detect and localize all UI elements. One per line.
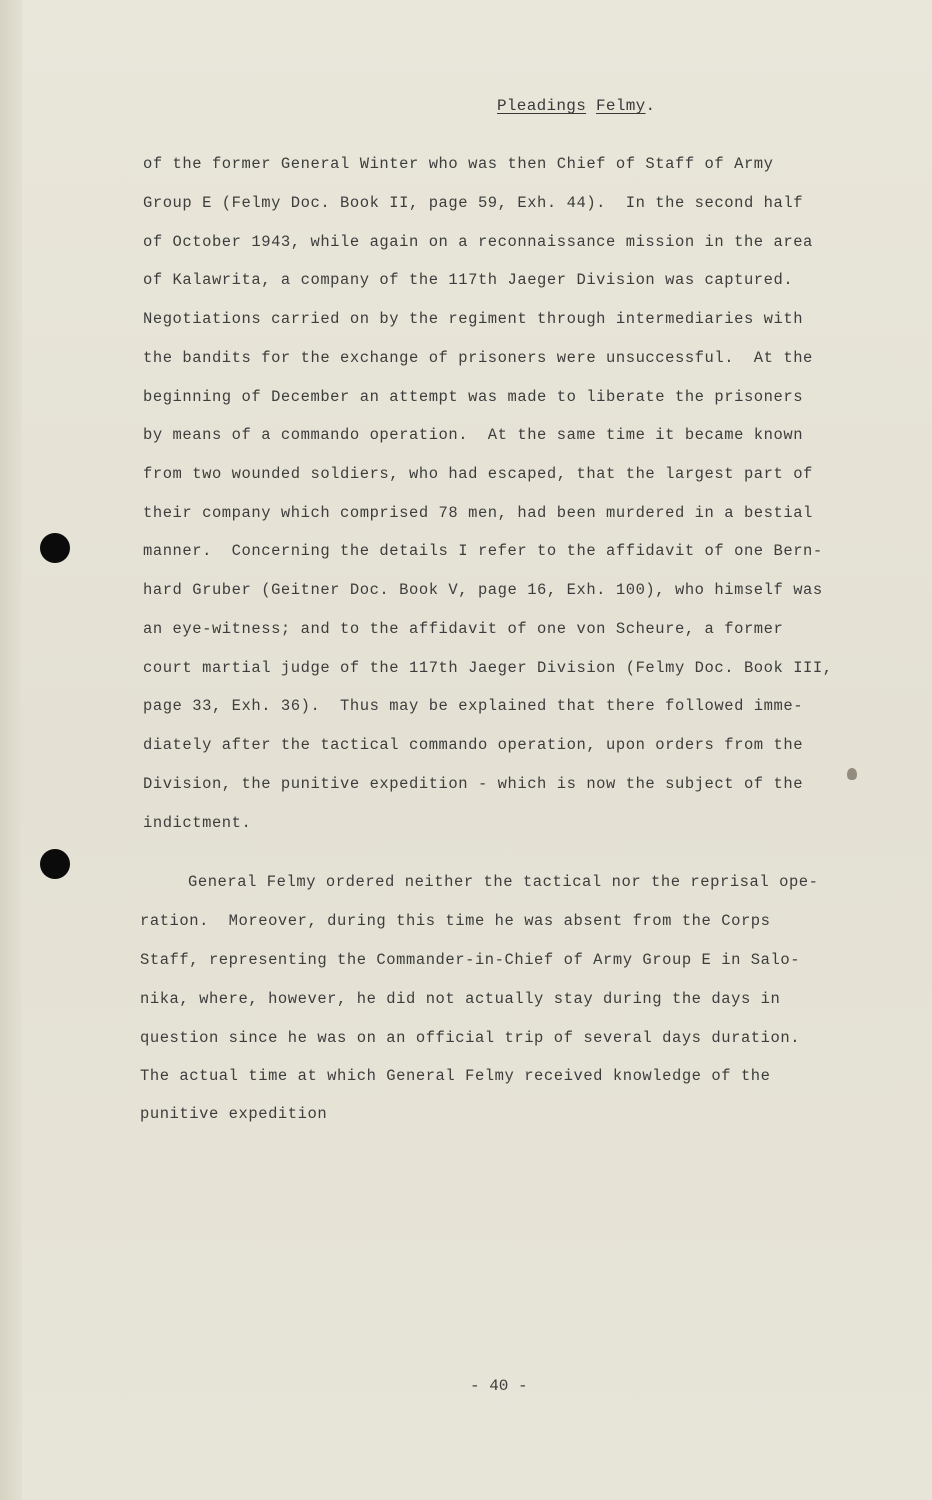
text-line: hard Gruber (Geitner Doc. Book V, page 16, Exh. 100), who himself was <box>143 581 823 599</box>
text-line: page 33, Exh. 36). Thus may be explained that there followed imme- <box>143 697 804 715</box>
text-line: manner. Concerning the details I refer to the affidavit of one Bern- <box>143 542 823 560</box>
header-title-word2: Felmy <box>596 97 646 115</box>
text-line: Group E (Felmy Doc. Book II, page 59, Exh. 44). In the second half <box>143 194 804 212</box>
text-line: Division, the punitive expedition - which is now the subject of the <box>143 775 804 793</box>
text-line: Staff, representing the Commander-in-Chief of Army Group E in Salo- <box>140 951 801 969</box>
text-line: of Kalawrita, a company of the 117th Jaeger Division was captured. <box>143 271 794 289</box>
text-line: General Felmy ordered neither the tactical nor the reprisal ope- <box>188 873 819 891</box>
text-line: indictment. <box>143 814 252 832</box>
ink-smudge <box>847 768 857 780</box>
text-line: beginning of December an attempt was made to liberate the prisoners <box>143 388 804 406</box>
text-line: by means of a commando operation. At the same time it became known <box>143 426 804 444</box>
text-line: their company which comprised 78 men, had been murdered in a bestial <box>143 504 813 522</box>
text-line: The actual time at which General Felmy received knowledge of the <box>140 1067 771 1085</box>
text-line: of October 1943, while again on a reconnaissance mission in the area <box>143 233 813 251</box>
punch-hole <box>40 849 70 879</box>
page-edge-shadow <box>0 0 22 1500</box>
text-line: Negotiations carried on by the regiment through intermediaries with <box>143 310 804 328</box>
text-line: of the former General Winter who was then Chief of Staff of Army <box>143 155 774 173</box>
text-line: court martial judge of the 117th Jaeger Division (Felmy Doc. Book III, <box>143 659 833 677</box>
text-line: question since he was on an official trip of several days duration. <box>140 1029 801 1047</box>
text-line: diately after the tactical commando operation, upon orders from the <box>143 736 804 754</box>
header-title-period: . <box>645 97 656 115</box>
text-line: nika, where, however, he did not actually stay during the days in <box>140 990 781 1008</box>
text-line: from two wounded soldiers, who had escaped, that the largest part of <box>143 465 813 483</box>
page-header <box>497 97 655 115</box>
text-line: ration. Moreover, during this time he was absent from the Corps <box>140 912 771 930</box>
text-line: an eye-witness; and to the affidavit of one von Scheure, a former <box>143 620 784 638</box>
page-number: - 40 - <box>470 1377 528 1395</box>
text-line: the bandits for the exchange of prisoners were unsuccessful. At the <box>143 349 813 367</box>
text-line: punitive expedition <box>140 1105 328 1123</box>
header-title-word1: Pleadings <box>497 97 587 115</box>
punch-hole <box>40 533 70 563</box>
